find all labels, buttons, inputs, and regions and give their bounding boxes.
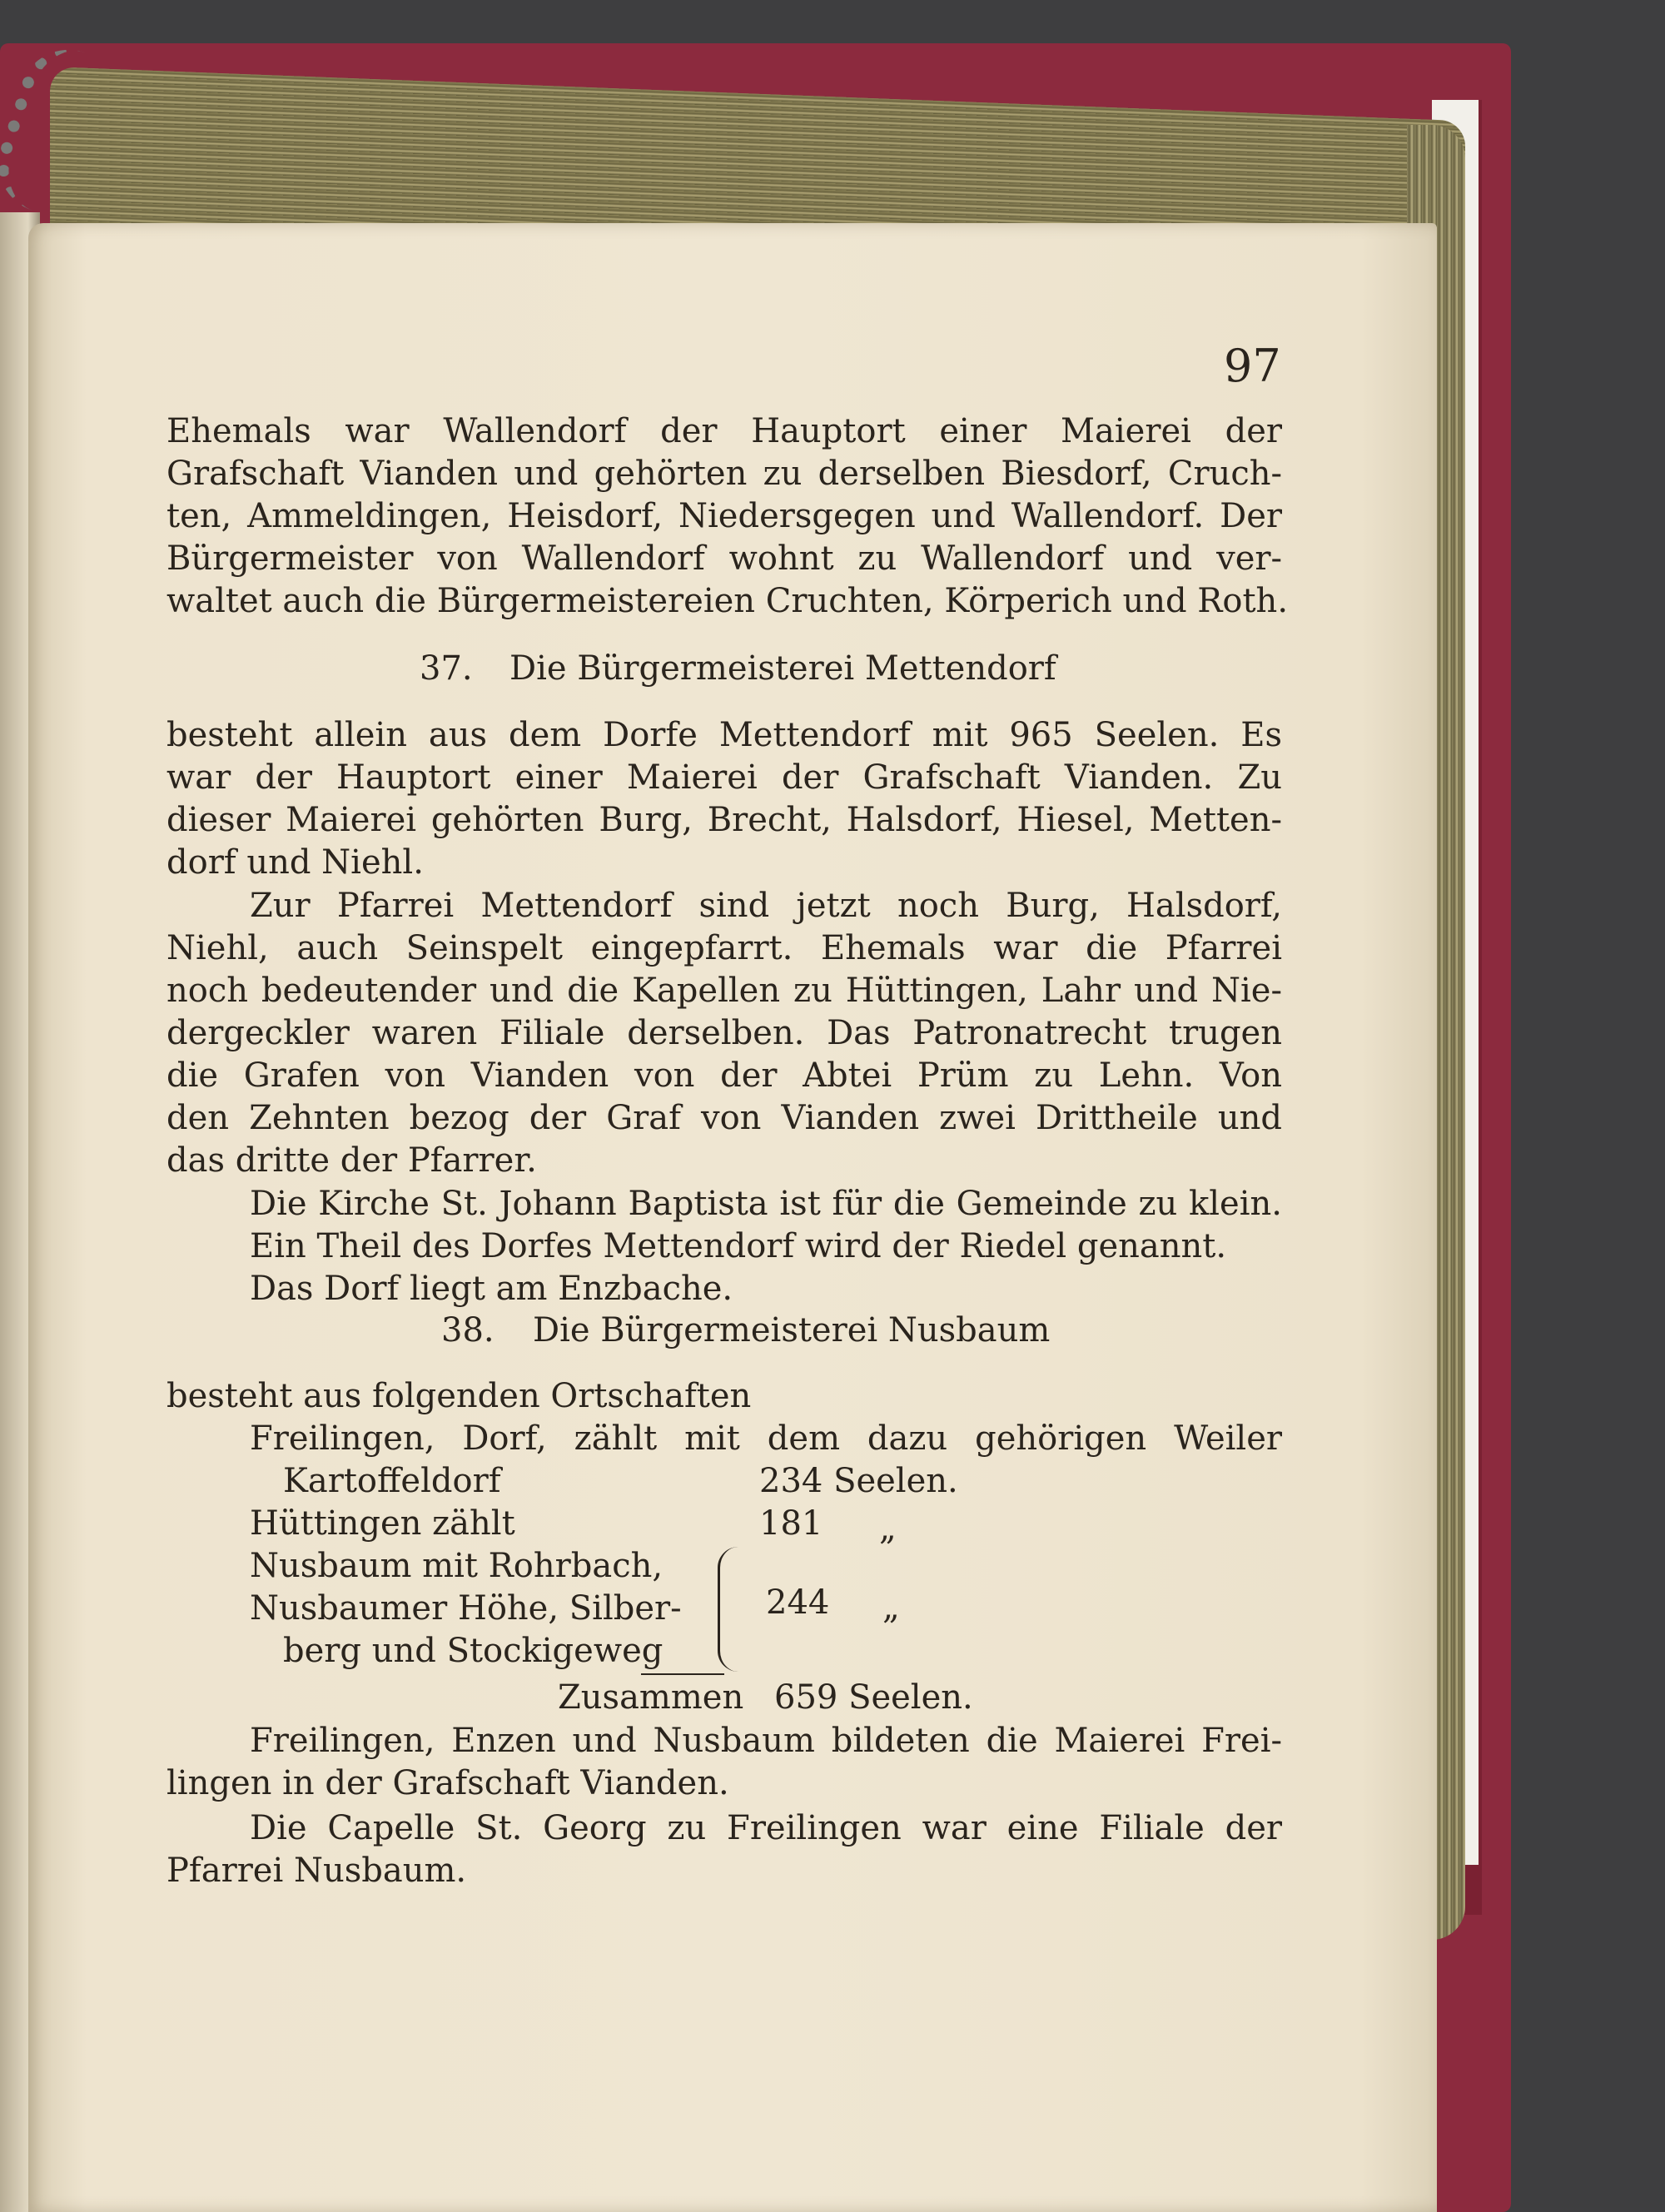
text-line: Ein Theil des Dorfes Mettendorf wird der Riedel genannt. xyxy=(250,1227,1227,1265)
place-name: Hüttingen zählt xyxy=(250,1504,515,1543)
text-line: das dritte der Pfarrer. xyxy=(166,1141,537,1180)
text-line: lingen in der Grafschaft Vianden. xyxy=(166,1764,729,1802)
text-line: Ehemals war Wallendorf der Hauptort einer Maierei der xyxy=(166,412,1282,450)
ditto-mark: „ xyxy=(882,1588,900,1627)
text-line: die Grafen von Vianden von der Abtei Prüm zu Lehn. Von xyxy=(166,1056,1282,1095)
section-37-number: 37. xyxy=(420,649,473,688)
text-line: Die Capelle St. Georg zu Freilingen war eine Filiale der xyxy=(250,1809,1282,1847)
text-line: Niehl, auch Seinspelt eingepfarrt. Ehemals war die Pfarrei xyxy=(166,929,1282,967)
section-37-title: Die Bürgermeisterei Mettendorf xyxy=(509,649,1056,688)
population-value: 234 Seelen. xyxy=(759,1462,958,1500)
population-value: 244 xyxy=(766,1583,830,1622)
section-38-title: Die Bürgermeisterei Nusbaum xyxy=(533,1311,1051,1350)
text-line: besteht allein aus dem Dorfe Mettendorf mit 965 Seelen. Es xyxy=(166,716,1282,754)
text-line: Zur Pfarrei Mettendorf sind jetzt noch Burg, Halsdorf, xyxy=(250,887,1282,925)
text-line: Grafschaft Vianden und gehörten zu derselben Biesdorf, Cruch- xyxy=(166,455,1282,493)
text-line: dorf und Niehl. xyxy=(166,843,424,882)
text-line: Das Dorf liegt am Enzbache. xyxy=(250,1270,733,1308)
text-line: Pfarrei Nusbaum. xyxy=(166,1852,467,1890)
population-value: 181 xyxy=(759,1504,823,1543)
ditto-mark: „ xyxy=(879,1509,897,1548)
text-line: Freilingen, Enzen und Nusbaum bildeten die Maierei Frei- xyxy=(250,1722,1282,1760)
place-name: Nusbaum mit Rohrbach, xyxy=(250,1547,664,1585)
text-line: dergeckler waren Filiale derselben. Das Patronatrecht trugen xyxy=(166,1014,1282,1052)
text-line: war der Hauptort einer Maierei der Grafschaft Vianden. Zu xyxy=(166,758,1282,797)
text-line: Bürgermeister von Wallendorf wohnt zu Wallendorf und ver- xyxy=(166,539,1282,578)
section-38-number: 38. xyxy=(441,1311,495,1350)
table-brace xyxy=(718,1547,738,1672)
total-value: 659 Seelen. xyxy=(774,1678,973,1717)
table-row: Freilingen, Dorf, zählt mit dem dazu gehörigen Weiler xyxy=(250,1419,1282,1458)
text-line: den Zehnten bezog der Graf von Vianden zwei Drittheile und xyxy=(166,1099,1282,1137)
place-name: Kartoffeldorf xyxy=(283,1462,501,1500)
place-name: berg und Stockigeweg xyxy=(283,1632,664,1670)
page-number: 97 xyxy=(1224,340,1281,392)
text-line: dieser Maierei gehörten Burg, Brecht, Halsdorf, Hiesel, Metten- xyxy=(166,801,1282,839)
text-line: waltet auch die Bürgermeistereien Cruchten, Körperich und Roth. xyxy=(166,582,1289,620)
text-line: ten, Ammeldingen, Heisdorf, Niedersgegen und Wallendorf. Der xyxy=(166,497,1282,535)
place-name: Nusbaumer Höhe, Silber- xyxy=(250,1589,682,1628)
sum-rule xyxy=(641,1673,724,1675)
text-line: noch bedeutender und die Kapellen zu Hüttingen, Lahr und Nie- xyxy=(166,972,1282,1010)
text-line: besteht aus folgenden Ortschaften xyxy=(166,1377,752,1415)
total-label: Zusammen xyxy=(558,1678,744,1717)
text-line: Die Kirche St. Johann Baptista ist für die Gemeinde zu klein. xyxy=(250,1185,1282,1223)
